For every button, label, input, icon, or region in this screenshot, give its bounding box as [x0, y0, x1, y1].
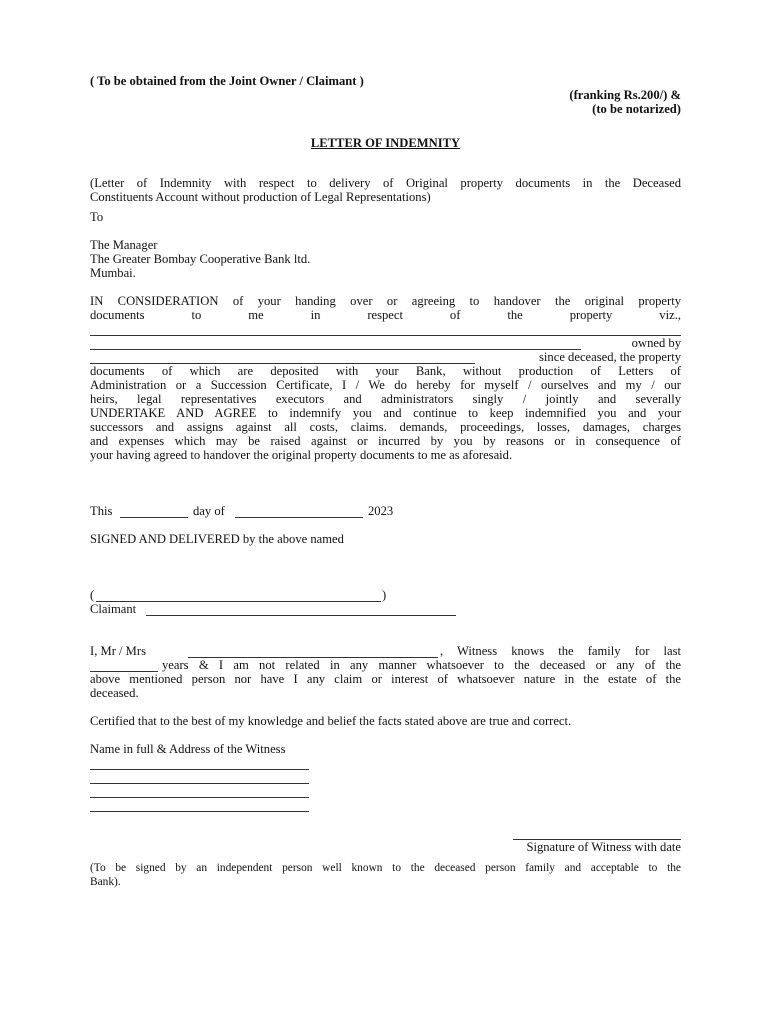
- property-blank-line-2: [90, 349, 581, 350]
- claimant-close-paren: ): [382, 588, 387, 602]
- witness-address-line-2: [90, 783, 309, 784]
- date-this-label: This: [90, 504, 113, 518]
- claimant-name-blank: [146, 615, 456, 616]
- since-deceased-text: since deceased, the property: [539, 350, 681, 364]
- subject-line-1: (Letter of Indemnity with respect to delivery of Original property documents in the Deceased: [90, 176, 681, 190]
- page-title: LETTER OF INDEMNITY: [310, 136, 461, 150]
- day-blank: [120, 517, 188, 518]
- property-blank-line-1: [90, 335, 681, 336]
- certified-text: Certified that to the best of my knowledge and belief the facts stated above are true and correct.: [90, 714, 572, 728]
- witness-line-3: above mentioned person nor have I any claim or interest of whatsoever nature in the estate of the: [90, 672, 681, 686]
- consideration-line-5: documents of which are deposited with your Bank, without production of Letters of: [90, 364, 681, 378]
- address-city: Mumbai.: [90, 266, 136, 280]
- witness-address-line-1: [90, 769, 309, 770]
- date-year: 2023: [368, 504, 394, 518]
- witness-address-line-3: [90, 797, 309, 798]
- witness-years-text: years & I am not related in any manner whatsoever to the deceased or any of the: [162, 658, 681, 672]
- to-label: To: [90, 210, 104, 224]
- consideration-line-7: heirs, legal representatives executors and administrators singly / jointly and severally: [90, 392, 681, 406]
- name-address-label: Name in full & Address of the Witness: [90, 742, 286, 756]
- consideration-line-10: and expenses which may be raised against or incurred by you by reasons or in consequence of: [90, 434, 681, 448]
- consideration-line-1: IN CONSIDERATION of your handing over or agreeing to handover the original property: [90, 294, 681, 308]
- consideration-line-9: successors and assigns against all costs, claims. demands, proceedings, losses, damages, charges: [90, 420, 681, 434]
- consideration-line-6: Administration or a Succession Certificate, I / We do hereby for myself / ourselves and my / our: [90, 378, 681, 392]
- consideration-line-8: UNDERTAKE AND AGREE to indemnify you and continue to keep indemnified you and your: [90, 406, 681, 420]
- document-page: [90, 0, 681, 1024]
- claimant-signature-blank: [96, 601, 381, 602]
- address-bank: The Greater Bombay Cooperative Bank ltd.: [90, 252, 311, 266]
- witness-address-line-4: [90, 811, 309, 812]
- subject-line-2: Constituents Account without production of Legal Representations): [90, 190, 431, 204]
- month-blank: [235, 517, 363, 518]
- footnote-line-1: (To be signed by an independent person well known to the deceased person family and acceptable to the: [90, 862, 681, 874]
- consideration-line-2: documents to me in respect of the property viz.,: [90, 308, 681, 322]
- date-day-of-label: day of: [193, 504, 225, 518]
- witness-line-4: deceased.: [90, 686, 139, 700]
- claimant-label: Claimant: [90, 602, 137, 616]
- signed-delivered: SIGNED AND DELIVERED by the above named: [90, 532, 344, 546]
- witness-prefix: I, Mr / Mrs: [90, 644, 146, 658]
- obtain-note: ( To be obtained from the Joint Owner / Claimant ): [90, 74, 364, 88]
- signature-label: Signature of Witness with date: [526, 840, 681, 854]
- notarized-note: (to be notarized): [592, 102, 681, 116]
- franking-note: (franking Rs.200/) &: [569, 88, 681, 102]
- consideration-line-11: your having agreed to handover the original property documents to me as aforesaid.: [90, 448, 513, 462]
- owned-by-text: owned by: [631, 336, 681, 350]
- footnote-line-2: Bank).: [90, 876, 121, 888]
- claimant-open-paren: (: [90, 588, 95, 602]
- address-manager: The Manager: [90, 238, 158, 252]
- witness-knows-text: , Witness knows the family for last: [440, 644, 681, 658]
